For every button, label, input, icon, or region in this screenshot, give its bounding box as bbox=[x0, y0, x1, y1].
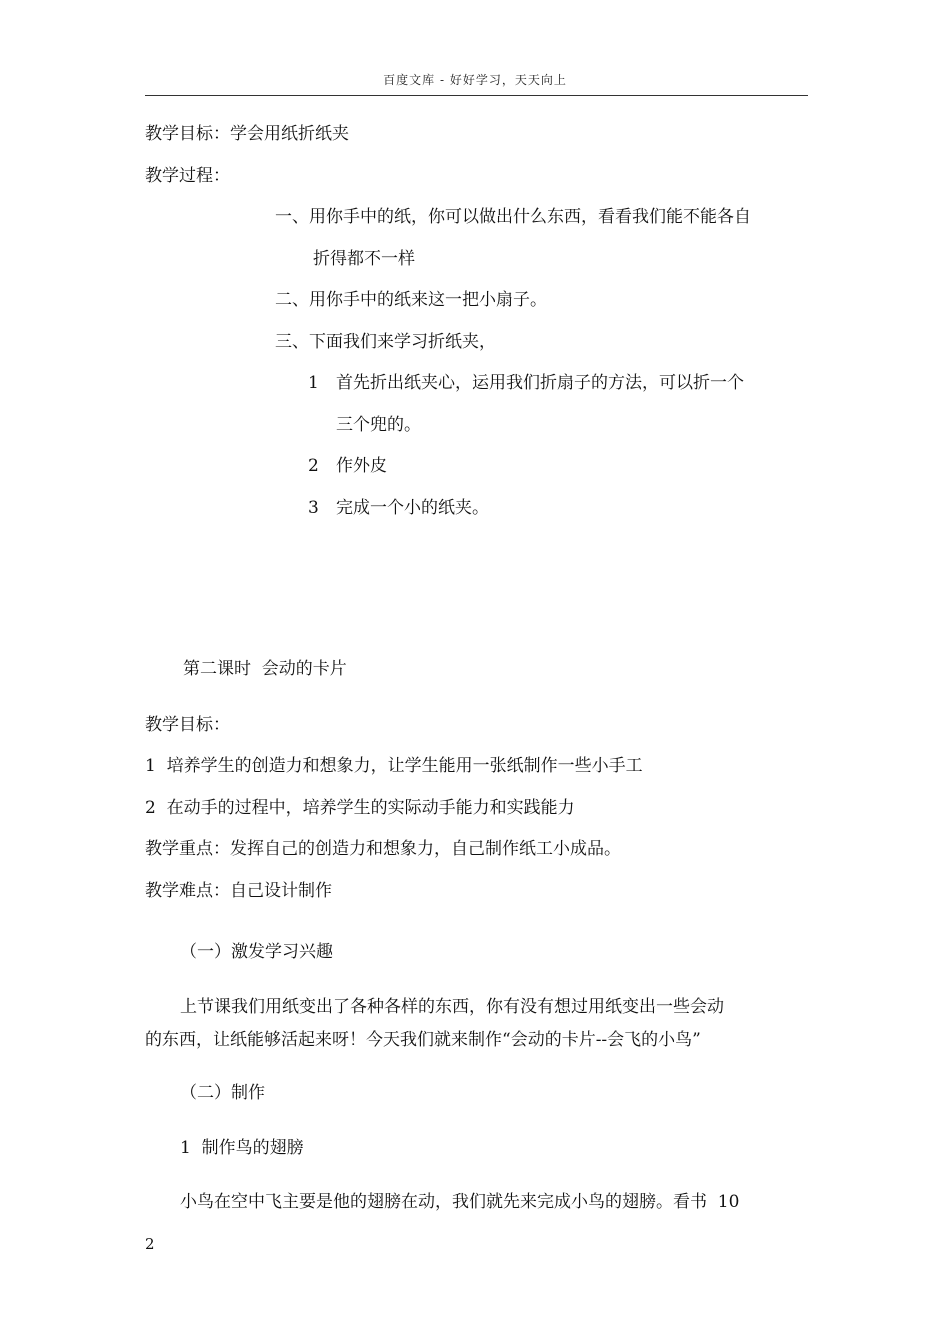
part1-title: （一）激发学习兴趣 bbox=[180, 942, 333, 962]
part2-title: （二）制作 bbox=[180, 1083, 265, 1103]
part2-step1: 1 制作鸟的翅膀 bbox=[180, 1138, 304, 1158]
lesson1-step3: 三、下面我们来学习折纸夹， bbox=[275, 332, 496, 352]
lesson1-step1-line2: 折得都不一样 bbox=[313, 249, 415, 269]
lesson2-goal-2: 2 在动手的过程中，培养学生的实际动手能力和实践能力 bbox=[145, 798, 575, 818]
substep-number: 3 bbox=[308, 498, 319, 518]
part1-paragraph-line2: 的东西，让纸能够活起来呀！今天我们就来制作“会动的卡片--会飞的小鸟” bbox=[145, 1030, 701, 1050]
lesson1-substep-1-cont: 三个兜的。 bbox=[336, 415, 421, 435]
part1-paragraph-line1: 上节课我们用纸变出了各种各样的东西，你有没有想过用纸变出一些会动 bbox=[180, 997, 724, 1017]
substep-text: 作外皮 bbox=[336, 456, 387, 476]
substep-text: 首先折出纸夹心，运用我们折扇子的方法，可以折一个 bbox=[336, 373, 744, 393]
substep-number: 1 bbox=[308, 373, 319, 393]
substep-text: 完成一个小的纸夹。 bbox=[336, 498, 489, 518]
header-divider bbox=[145, 95, 808, 96]
lesson1-substep-2 bbox=[308, 455, 387, 477]
page-header: 百度文库 - 好好学习，天天向上 bbox=[383, 73, 567, 87]
lesson2-key-point: 教学重点：发挥自己的创造力和想象力，自己制作纸工小成品。 bbox=[145, 839, 621, 859]
lesson2-title: 第二课时 会动的卡片 bbox=[183, 659, 347, 679]
lesson1-process-label: 教学过程： bbox=[145, 166, 230, 186]
lesson1-step2: 二、用你手中的纸来这一把小扇子。 bbox=[275, 290, 547, 310]
lesson1-substep-3 bbox=[308, 497, 489, 519]
lesson1-substep-1 bbox=[308, 372, 744, 394]
lesson1-step1-line1: 一、用你手中的纸，你可以做出什么东西，看看我们能不能各自 bbox=[275, 207, 751, 227]
lesson1-goal: 教学目标：学会用纸折纸夹 bbox=[145, 124, 349, 144]
lesson2-difficulty: 教学难点：自己设计制作 bbox=[145, 881, 332, 901]
part2-paragraph-line1: 小鸟在空中飞主要是他的翅膀在动，我们就先来完成小鸟的翅膀。看书 10 bbox=[180, 1192, 740, 1212]
lesson2-goal-1: 1 培养学生的创造力和想象力，让学生能用一张纸制作一些小手工 bbox=[145, 756, 643, 776]
page-number: 2 bbox=[145, 1235, 155, 1253]
lesson2-goals-label: 教学目标： bbox=[145, 715, 230, 735]
substep-number: 2 bbox=[308, 456, 319, 476]
